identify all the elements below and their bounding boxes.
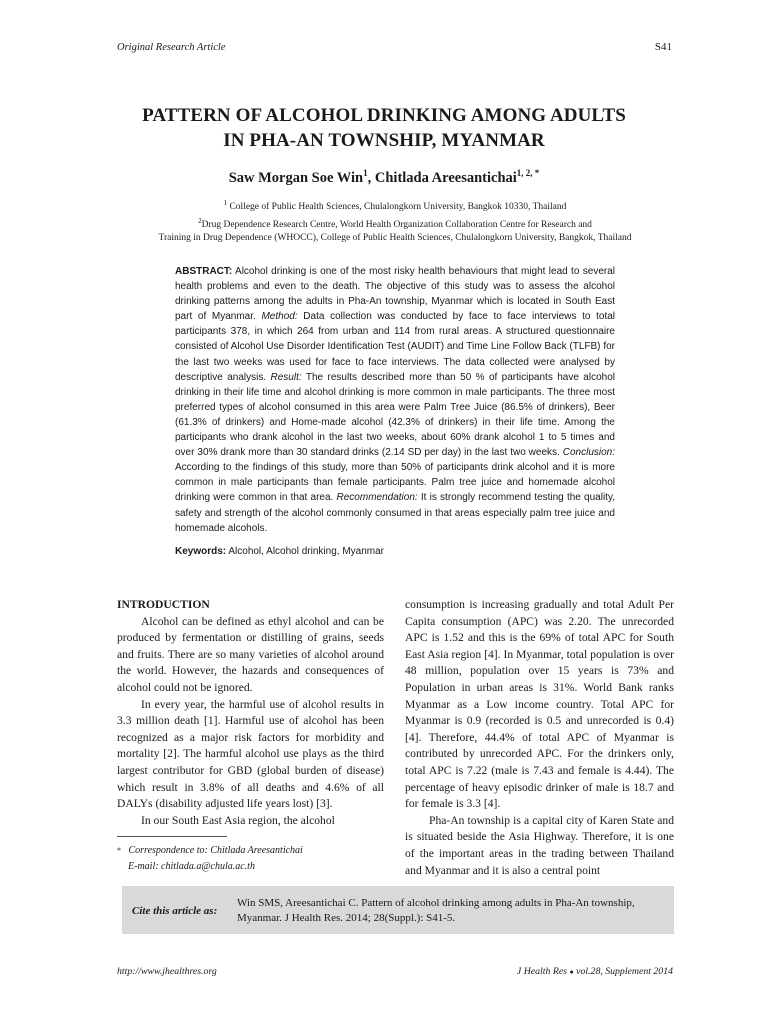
right-column: [405, 597, 674, 879]
author-list: [0, 168, 768, 187]
affiliation-1: [100, 197, 690, 215]
footnote-mark: *: [117, 846, 121, 855]
affiliation-1-mark: 1: [223, 199, 228, 207]
footnote: [117, 843, 384, 875]
abstract: [175, 264, 615, 559]
title-line-1: PATTERN OF ALCOHOL DRINKING AMONG ADULTS: [142, 105, 626, 126]
abstract-intro: Alcohol drinking is one of the most risky health behaviours that might lead to several health problems and even to the death. The objective of this study was to assess the alcohol drinking patterns among the adults in Pha-An township, Myanmar which is located in South East part of Myanmar.: [175, 266, 615, 323]
intro-paragraph-2: In every year, the harmful use of alcohol results in 3.3 million death [1]. Harmful use of alcohol has been recognized as a major risk factors for morbidity and mortality [2]. The harmful alcohol use plays as the third largest contributor for GBD (global burden of disease) which result in 3.8% of all deaths and 4.6% of all DALYs (disability adjusted life years lost) [3].: [117, 697, 384, 811]
title-line-2: IN PHA-AN TOWNSHIP, MYANMAR: [223, 130, 545, 151]
keywords: [175, 544, 615, 559]
keywords-text: Alcohol, Alcohol drinking, Myanmar: [228, 545, 384, 557]
affiliations: [100, 197, 690, 246]
correspondence: Correspondence to: Chitlada Areesantichai: [128, 845, 303, 856]
affiliation-2-cont: Training in Drug Dependence (WHOCC), College of Public Health Sciences, Chulalongkorn University, Bangkok, Thailand: [158, 233, 632, 244]
page-number: S41: [654, 41, 672, 53]
abstract-recommendation: It is strongly recommend testing the quality, safety and strength of the alcohol commonly consumed in that areas especially palm tree juice and homemade alcohols.: [175, 492, 615, 534]
abstract-method: Data collection was conducted by face to face interviews to total participants 378, in which 264 from urban and 114 from rural areas. A structured questionnaire consisted of Alcohol Use Disorder Identification Test (AUDIT) and Time Line Follow Back (TLFB) for the last two weeks was used for face to face interviews. The data collected were analysed by descriptive analysis.: [175, 311, 616, 383]
affiliation-2: [100, 215, 690, 233]
author-2-affil: 1, 2, *: [516, 168, 540, 178]
author-separator: ,: [367, 169, 375, 186]
recommendation-label: Recommendation:: [336, 492, 418, 504]
affiliation-2-line-1: Drug Dependence Research Centre, World Health Organization Collaboration Centre for Research and: [201, 219, 592, 230]
citation-label: Cite this article as:: [132, 905, 218, 917]
footer-journal: [517, 966, 673, 977]
result-label: Result:: [270, 371, 302, 383]
footer-journal-name: J Health Res: [516, 966, 567, 977]
author-1: Saw Morgan Soe Win: [228, 169, 364, 186]
footer-bullet: ●: [569, 968, 574, 976]
footnote-rule: [117, 836, 227, 837]
author-1-affil: 1: [363, 168, 368, 178]
affiliation-1-text: College of Public Health Sciences, Chulalongkorn University, Bangkok 10330, Thailand: [229, 202, 567, 213]
conclusion-label: Conclusion:: [562, 447, 616, 459]
email-line: E-mail: chitlada.a@chula.ac.th: [128, 861, 255, 872]
citation-line-1: Win SMS, Areesantichai C. Pattern of alcohol drinking among adults in Pha-An township,: [237, 897, 635, 909]
citation-text: [237, 896, 665, 925]
author-2: Chitlada Areesantichai: [374, 169, 517, 186]
intro-paragraph-1: Alcohol can be defined as ethyl alcohol and can be produced by fermentation or distilling of grains, seeds and fruits. There are so many varieties of alcohol around the world. However, the hazards and consequences of alcohol could not be ignored.: [117, 614, 384, 694]
intro-paragraph-3-start: In our South East Asia region, the alcohol: [141, 813, 335, 827]
intro-paragraph-3-cont: consumption is increasing gradually and total Adult Per Capita consumption (APC) was 2.20. The unrecorded APC is 1.52 and this is the 69% of total APC for South East Asia region [4]. In Myanmar, total population is over 48 million, population over 15 years is 73% and Population in urban areas is 31%. World Bank ranks Myanmar as a Low income country. Total APC for Myanmar is 0.9 (recorded is 0.5 and unrecorded is 0.4) [4]. Therefore, 44.4% of total APC of Myanmar is contributed by unrecorded APC. For the drinkers only, total APC is 7.22 (male is 7.43 and female is 4.44). The percentage of heavy episodic drinker of male is 18.7 and for female is 3.3 [4].: [405, 598, 674, 811]
abstract-label: ABSTRACT:: [175, 266, 233, 277]
method-label: Method:: [261, 311, 298, 323]
footer-url[interactable]: http://www.jhealthres.org: [117, 966, 217, 977]
section-heading-introduction: INTRODUCTION: [117, 598, 210, 611]
intro-paragraph-4: Pha-An township is a capital city of Karen State and is situated beside the Asia Highway. Therefore, it is one of the important areas in the trading between Thailand and Myanmar and it is also a central point: [405, 813, 674, 877]
affiliation-2-mark: 2: [198, 216, 202, 225]
article-title: [0, 103, 768, 153]
abstract-result: The results described more than 50 % of participants have alcohol drinking in their life time and alcohol drinking is more common in male participants. The three most preferred types of alcohol consumed in this area were Palm Tree Juice (86.5% of drinkers), Beer (61.3% of drinkers) and Home-made alcohol (42.3% of drinkers) in their life time. Among the participants who drank alcohol in the last two weeks, about 60% drank alcohol 1 to 5 times and over 30% drank more than 30 standard drinks (2.14 SD per day) in the last two weeks.: [175, 371, 615, 459]
running-head: Original Research Article: [117, 42, 226, 53]
citation-line-2: Myanmar. J Health Res. 2014; 28(Suppl.): S41-5.: [237, 911, 456, 924]
footer-volume: vol.28, Supplement 2014: [576, 966, 673, 977]
abstract-body: [175, 264, 615, 536]
keywords-label: Keywords:: [175, 545, 227, 557]
left-column: [117, 597, 384, 829]
abstract-conclusion: According to the findings of this study, more than 50% of participants drink alcohol and it is more common in male participants than female participants. Palm tree juice and homemade alcohol drinking were common in that area.: [175, 462, 615, 504]
correspondence-line: [117, 843, 384, 859]
